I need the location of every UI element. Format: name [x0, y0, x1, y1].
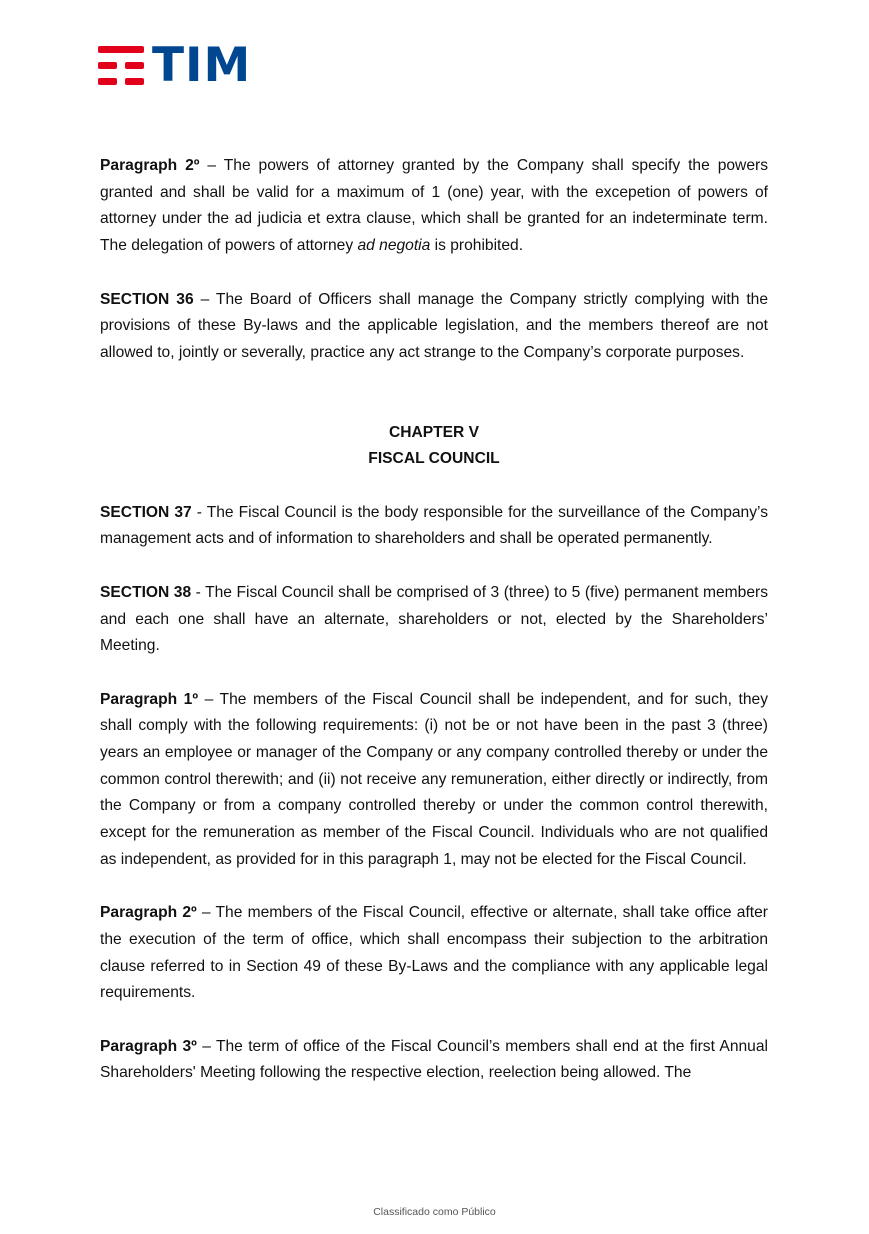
section-label: SECTION 37 — [100, 503, 192, 521]
section-label: SECTION 36 — [100, 290, 194, 308]
section-text: - The Fiscal Council shall be comprised of 3 (three) to 5 (five) permanent members and each one shall have an alternate, shareholders or not, elected by the Shareholders’ Meeting. — [100, 583, 769, 655]
paragraph-2-powers-of-attorney — [100, 153, 768, 260]
paragraph-3-term-of-office — [100, 1034, 768, 1087]
paragraph-text: – The term of office of the Fiscal Council’s members shall end at the first Annual Shareholders' Meeting following the respective election, reelection being allowed. The — [100, 1037, 768, 1082]
paragraph-italic-term: ad negotia — [357, 237, 431, 255]
section-text: - The Fiscal Council is the body responsible for the surveillance of the Company’s management acts and of information to shareholders and shall be operated permanently. — [100, 503, 769, 548]
paragraph-label: Paragraph 1º — [100, 690, 199, 708]
tim-logo-text: TIM — [152, 38, 252, 93]
paragraph-label: Paragraph 2º — [100, 904, 197, 922]
document-body — [100, 153, 768, 1114]
section-text: – The Board of Officers shall manage the Company strictly complying with the provisions of these By-laws and the applicable legislation, and the members thereof are not allowed to, jointly or severally, practice any act strange to the Company’s corporate purposes. — [100, 290, 768, 361]
tim-logo-mark-icon — [98, 46, 144, 86]
paragraph-1-independence — [100, 687, 768, 874]
section-38 — [100, 580, 768, 660]
classification-footer: Classificado como Público — [373, 1206, 496, 1218]
paragraph-label: Paragraph 2º — [100, 157, 200, 174]
paragraph-label: Paragraph 3º — [100, 1037, 197, 1055]
paragraph-2-take-office — [100, 900, 768, 1007]
chapter-heading — [100, 420, 768, 473]
paragraph-text: – The members of the Fiscal Council, effective or alternate, shall take office after the execution of the term of office, which shall encompass their subjection to the arbitration clause referred to in Section 49 of these By-Laws and the compliance with any applicable legal requirements. — [100, 904, 768, 1002]
paragraph-text: – The powers of attorney granted by the Company shall specify the powers granted and shall be valid for a maximum of 1 (one) year, with the excepetion of powers of attorney under the ad judicia et extra clause, which shall be granted for an indeterminate term. The delegation of powers of attorney — [100, 157, 768, 255]
paragraph-text-end: is prohibited. — [430, 237, 524, 255]
section-36 — [100, 287, 768, 367]
section-37 — [100, 500, 768, 553]
paragraph-text: – The members of the Fiscal Council shall be independent, and for such, they shall comply with the following requirements: (i) not be or not have been in the past 3 (three) years an employee or manager of the Company or any company controlled thereby or under the common control therewith; and (ii) not receive any remuneration, either directly or indirectly, from the Company or from a company controlled thereby or under the common control therewith, except for the remuneration as member of the Fiscal Council. Individuals who are not qualified as independent, as provided for in this paragraph 1, may not be elected for the Fiscal Council. — [100, 690, 768, 868]
chapter-title: FISCAL COUNCIL — [368, 450, 500, 468]
tim-logo — [98, 38, 252, 93]
section-label: SECTION 38 — [100, 583, 192, 601]
chapter-number: CHAPTER V — [388, 423, 480, 441]
